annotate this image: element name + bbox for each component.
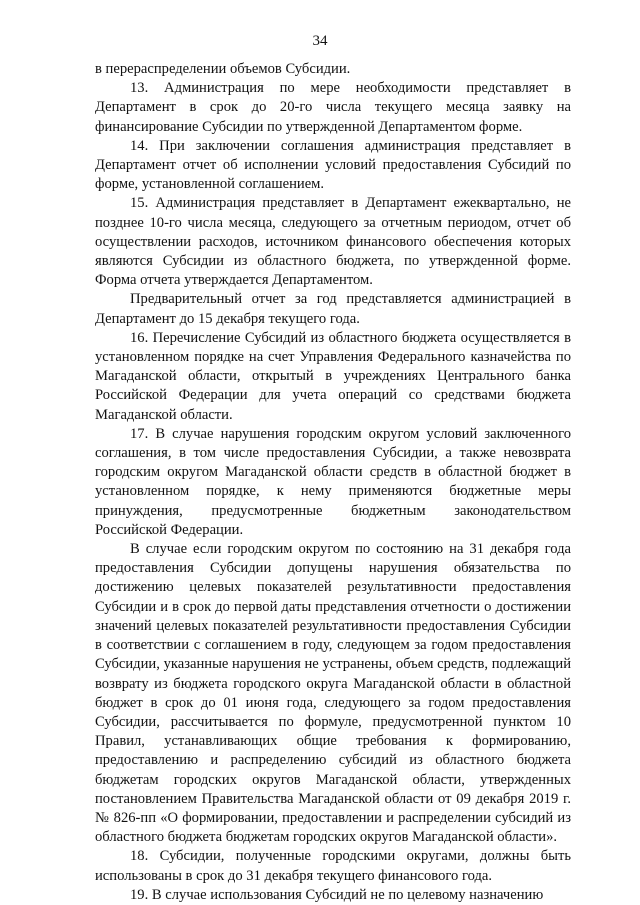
- paragraph-19: 19. В случае использования Субсидий не по целевому назначению: [130, 886, 544, 903]
- paragraph-13: 13. Администрация по мере необходимости представляет в Департамент в срок до 20-го числа текущего месяца заявку на финансирование Субсидии по утвержденной Департаментом форме.: [95, 80, 571, 135]
- paragraph-violation-return: В случае если городским округом по состоянию на 31 декабря года предоставления Субсидии допущены нарушения обязательства по достижению целевых показателей результативности предоставления Субсидии и в срок до первой даты представления отчетности о достижении значений целевых показателей результативности предоставления Субсидии в соответствии с соглашением в году, следующем за годом предоставления Субсидии, указанные нарушения не устранены, объем средств, подлежащий возврату из бюджета городского округа Магаданской области в областной бюджет в срок до 01 июня года, следующего за годом предоставления Субсидии, рассчитывается по формуле, предусмотренной пунктом 10 Правил, устанавливающих общие требования к формированию, предоставлению и распределению субсидий из областного бюджета бюджетам городских округов Магаданской области, утвержденных постановлением Правительства Магаданской области от 09 декабря 2019 г. № 826-пп «О формировании, предоставлении и распределении субсидий из областного бюджета бюджетам городских округов Магаданской области».: [95, 541, 571, 846]
- paragraph-preliminary-report: Предварительный отчет за год представляется администрацией в Департамент до 15 декабря текущего года.: [95, 291, 571, 327]
- paragraph-continuation: в перераспределении объемов Субсидии.: [95, 61, 351, 77]
- paragraph-18: 18. Субсидии, полученные городскими округами, должны быть использованы в срок до 31 декабря текущего финансового года.: [95, 848, 571, 884]
- paragraph-14: 14. При заключении соглашения администрация представляет в Департамент отчет об исполнении условий предоставления Субсидий по форме, установленной соглашением.: [95, 137, 571, 193]
- page-number: 34: [312, 33, 328, 49]
- paragraph-15: 15. Администрация представляет в Департамент ежеквартально, не позднее 10-го числа месяца, следующего за отчетным периодом, отчет об осуществлении расходов, источником финансового обеспечения которых являются Субсидии из областного бюджета, по утвержденной форме. Форма отчета утверждается Департаментом.: [95, 195, 571, 289]
- document-body: [95, 60, 571, 905]
- paragraph-16: 16. Перечисление Субсидий из областного бюджета осуществляется в установленном порядке на счет Управления Федерального казначейства по Магаданской области, открытый в учреждениях Центрального банка Российской Федерации для учета операций со средствами бюджета Магаданской области.: [95, 329, 571, 423]
- paragraph-17: 17. В случае нарушения городским округом условий заключенного соглашения, в том числе предоставления Субсидии, а также невозврата городским округом Магаданской области средств в областной бюджет в установленном порядке, к нему применяются бюджетные меры принуждения, предусмотренные бюджетным законодательством Российской Федерации.: [95, 425, 571, 538]
